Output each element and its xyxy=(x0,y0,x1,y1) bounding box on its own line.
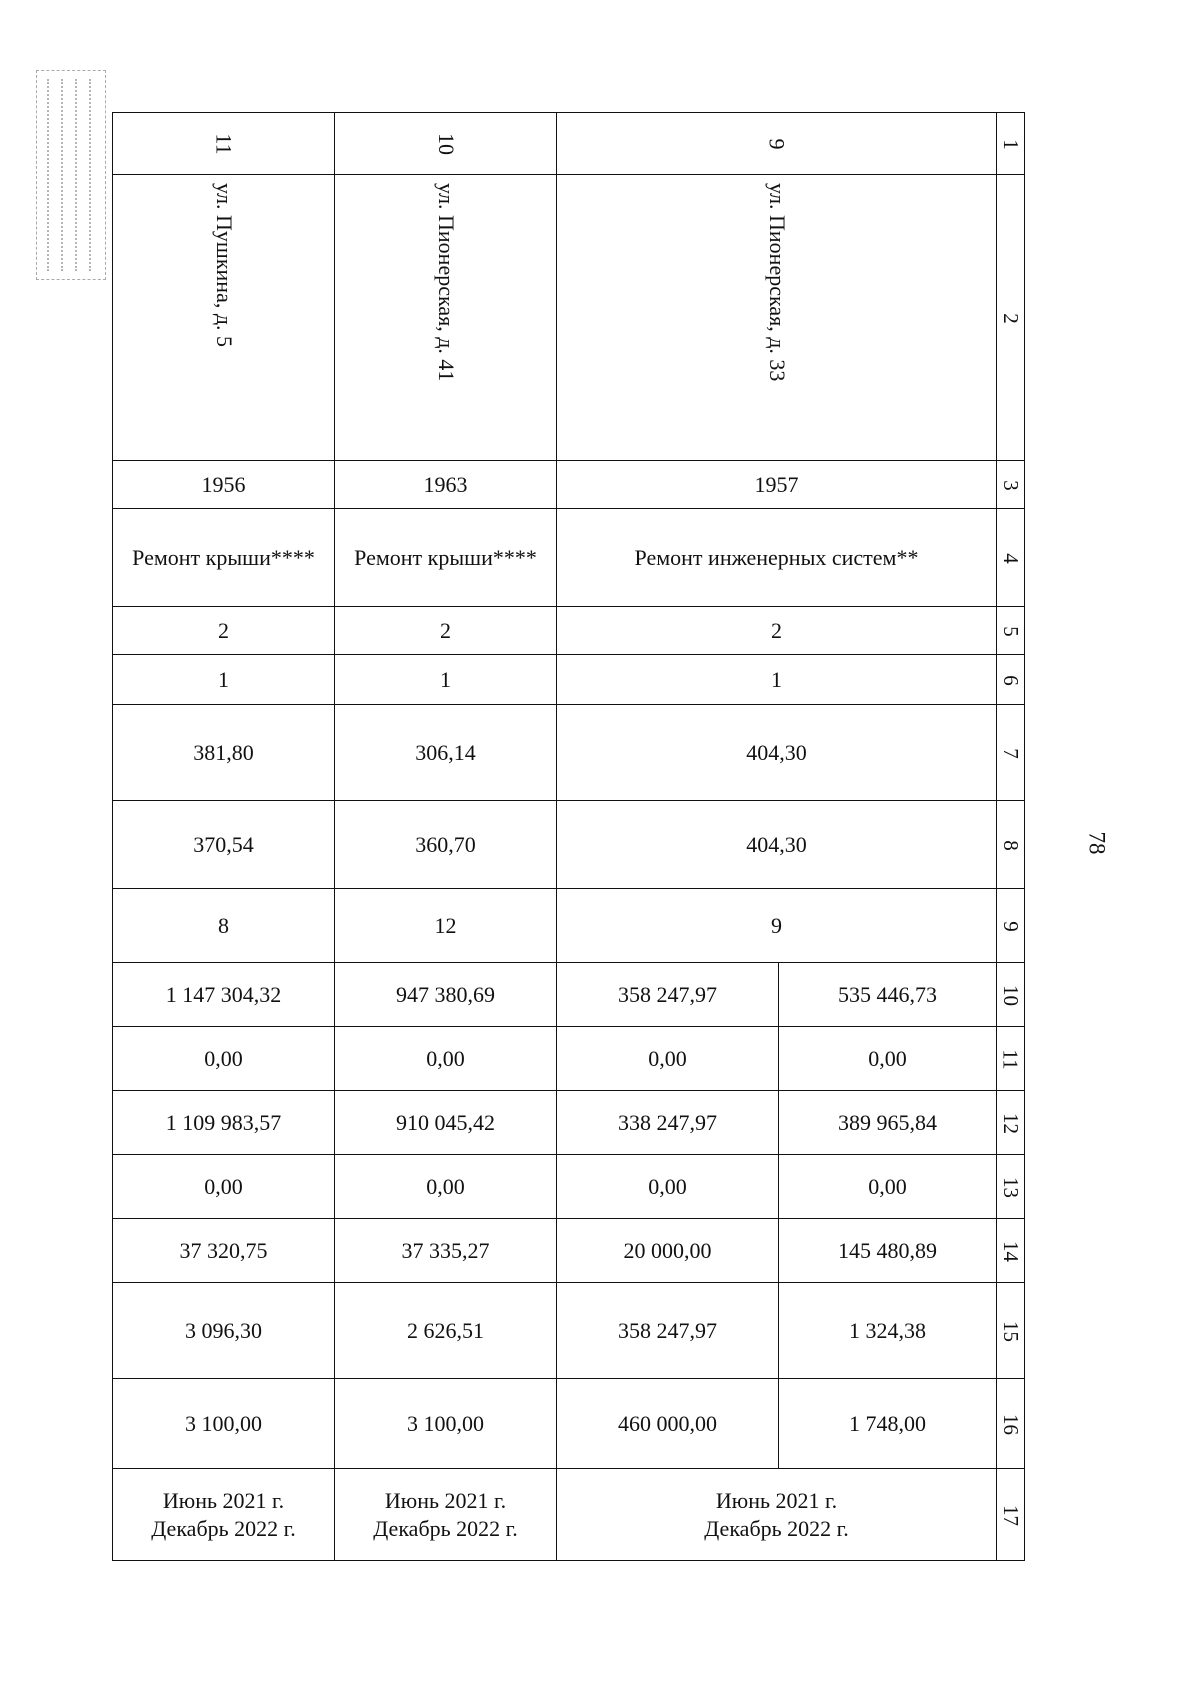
row-index: 6 xyxy=(997,655,1025,705)
cell-number-10: 10 xyxy=(335,113,557,175)
table-row xyxy=(113,175,1025,461)
cell-number-11: 11 xyxy=(113,113,335,175)
cell-value: 389 965,84 xyxy=(779,1091,997,1155)
period-start: Июнь 2021 г. xyxy=(162,1488,285,1513)
cell-value: 1 xyxy=(113,655,335,705)
table-row xyxy=(113,889,1025,963)
cell-value: 3 100,00 xyxy=(335,1379,557,1469)
cell-value: 2 xyxy=(113,607,335,655)
period-start: Июнь 2021 г. xyxy=(384,1488,507,1513)
cell-work-type: Ремонт крыши**** xyxy=(335,509,557,607)
row-index: 1 xyxy=(997,113,1025,175)
cell-value: 1 109 983,57 xyxy=(113,1091,335,1155)
cell-year: 1963 xyxy=(335,461,557,509)
period-start: Июнь 2021 г. xyxy=(715,1488,838,1513)
cell-value: 0,00 xyxy=(557,1155,779,1219)
cell-value: 0,00 xyxy=(335,1155,557,1219)
archive-stamp xyxy=(36,70,106,280)
table-row xyxy=(113,509,1025,607)
cell-value: 0,00 xyxy=(557,1027,779,1091)
cell-value: 3 100,00 xyxy=(113,1379,335,1469)
table-row xyxy=(113,655,1025,705)
row-index: 14 xyxy=(997,1219,1025,1283)
row-index: 9 xyxy=(997,889,1025,963)
cell-value: 0,00 xyxy=(113,1027,335,1091)
cell-work-type: Ремонт крыши**** xyxy=(113,509,335,607)
cell-value: 2 626,51 xyxy=(335,1283,557,1379)
cell-value: 358 247,97 xyxy=(557,963,779,1027)
cell-value: 0,00 xyxy=(779,1155,997,1219)
table-row xyxy=(113,113,1025,175)
row-index: 13 xyxy=(997,1155,1025,1219)
table-row xyxy=(113,963,1025,1027)
cell-value: 306,14 xyxy=(335,705,557,801)
table-row xyxy=(113,1379,1025,1469)
table-row xyxy=(113,1091,1025,1155)
row-index: 11 xyxy=(997,1027,1025,1091)
row-index: 3 xyxy=(997,461,1025,509)
period-end: Декабрь 2022 г. xyxy=(151,1515,296,1541)
cell-value: 0,00 xyxy=(335,1027,557,1091)
cell-year: 1956 xyxy=(113,461,335,509)
cell-value: 404,30 xyxy=(557,801,997,889)
cell-value: 37 335,27 xyxy=(335,1219,557,1283)
row-index: 7 xyxy=(997,705,1025,801)
cell-value: 3 096,30 xyxy=(113,1283,335,1379)
cell-value: 0,00 xyxy=(113,1155,335,1219)
row-index: 12 xyxy=(997,1091,1025,1155)
cell-work-type: Ремонт инженерных систем** xyxy=(557,509,997,607)
row-index: 16 xyxy=(997,1379,1025,1469)
cell-value: 535 446,73 xyxy=(779,963,997,1027)
cell-period xyxy=(335,1469,557,1561)
cell-value: 2 xyxy=(335,607,557,655)
cell-value: 20 000,00 xyxy=(557,1219,779,1283)
cell-value: 1 324,38 xyxy=(779,1283,997,1379)
cell-value: 1 748,00 xyxy=(779,1379,997,1469)
cell-period xyxy=(113,1469,335,1561)
cell-value: 358 247,97 xyxy=(557,1283,779,1379)
cell-address: ул. Пионерская, д. 33 xyxy=(557,175,997,461)
cell-value: 9 xyxy=(557,889,997,963)
cell-value: 404,30 xyxy=(557,705,997,801)
cell-period xyxy=(557,1469,997,1561)
cell-value: 1 xyxy=(557,655,997,705)
capital-repair-table xyxy=(112,112,1025,1561)
row-index: 8 xyxy=(997,801,1025,889)
table-row xyxy=(113,461,1025,509)
table-row xyxy=(113,607,1025,655)
cell-value: 460 000,00 xyxy=(557,1379,779,1469)
cell-value: 0,00 xyxy=(779,1027,997,1091)
table-row xyxy=(113,705,1025,801)
cell-value: 145 480,89 xyxy=(779,1219,997,1283)
cell-value: 1 xyxy=(335,655,557,705)
row-index: 10 xyxy=(997,963,1025,1027)
row-index: 2 xyxy=(997,175,1025,461)
cell-address: ул. Пушкина, д. 5 xyxy=(113,175,335,461)
cell-number-9: 9 xyxy=(557,113,997,175)
cell-value: 370,54 xyxy=(113,801,335,889)
page-number: 78 xyxy=(1084,831,1110,855)
cell-value: 12 xyxy=(335,889,557,963)
table-row xyxy=(113,1155,1025,1219)
cell-value: 1 147 304,32 xyxy=(113,963,335,1027)
period-end: Декабрь 2022 г. xyxy=(704,1515,849,1541)
cell-value: 8 xyxy=(113,889,335,963)
cell-address: ул. Пионерская, д. 41 xyxy=(335,175,557,461)
row-index: 15 xyxy=(997,1283,1025,1379)
cell-year: 1957 xyxy=(557,461,997,509)
cell-value: 910 045,42 xyxy=(335,1091,557,1155)
table-row xyxy=(113,1469,1025,1561)
row-index: 17 xyxy=(997,1469,1025,1561)
cell-value: 360,70 xyxy=(335,801,557,889)
cell-value: 947 380,69 xyxy=(335,963,557,1027)
table-row xyxy=(113,1219,1025,1283)
period-end: Декабрь 2022 г. xyxy=(373,1515,518,1541)
row-index: 5 xyxy=(997,607,1025,655)
row-index: 4 xyxy=(997,509,1025,607)
cell-value: 37 320,75 xyxy=(113,1219,335,1283)
table-row xyxy=(113,1283,1025,1379)
table-row xyxy=(113,1027,1025,1091)
table-row xyxy=(113,801,1025,889)
cell-value: 381,80 xyxy=(113,705,335,801)
cell-value: 338 247,97 xyxy=(557,1091,779,1155)
cell-value: 2 xyxy=(557,607,997,655)
